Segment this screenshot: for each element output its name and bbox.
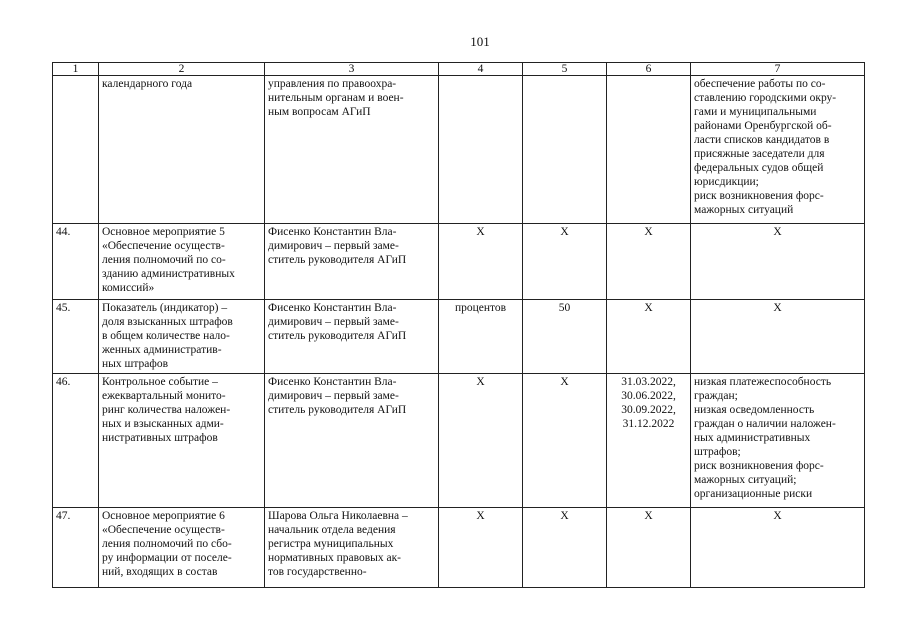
risk-cell: X [691,224,865,300]
date-cell: X [607,300,691,374]
value-cell: X [523,224,607,300]
value-cell [523,76,607,224]
event-name-cell: календарного года [99,76,265,224]
unit-cell: процентов [439,300,523,374]
value-cell: X [523,508,607,588]
date-cell [607,76,691,224]
data-table [52,62,865,588]
table-row [53,300,865,374]
responsible-cell: Шарова Ольга Николаевна – начальник отдела ведения регистра муниципальных нормативных правовых ак- тов государственно- [265,508,439,588]
table-row [53,224,865,300]
row-number: 46. [53,374,99,508]
column-header: 4 [439,63,523,76]
value-cell: 50 [523,300,607,374]
responsible-cell: Фисенко Константин Вла- димирович – первый заме- ститель руководителя АГиП [265,300,439,374]
date-cell: 31.03.2022, 30.06.2022, 30.09.2022, 31.12.2022 [607,374,691,508]
column-header: 6 [607,63,691,76]
row-number [53,76,99,224]
table-header-row [53,63,865,76]
row-number: 47. [53,508,99,588]
table-row [53,76,865,224]
risk-cell: X [691,300,865,374]
date-cell: X [607,508,691,588]
value-cell: X [523,374,607,508]
responsible-cell: управления по правоохра- нительным органам и воен- ным вопросам АГиП [265,76,439,224]
row-number: 45. [53,300,99,374]
risk-cell: X [691,508,865,588]
page-number: 101 [470,34,490,49]
column-header: 2 [99,63,265,76]
row-number: 44. [53,224,99,300]
table-row [53,508,865,588]
unit-cell [439,76,523,224]
event-name-cell: Контрольное событие – ежеквартальный монито- ринг количества наложен- ных и взысканных адми- нистративных штрафов [99,374,265,508]
event-name-cell: Показатель (индикатор) – доля взысканных штрафов в общем количестве нало- женных административ- ных штрафов [99,300,265,374]
date-cell: X [607,224,691,300]
risk-cell: обеспечение работы по со- ставлению городскими окру- гами и муниципальными районами Оренбургской об- ласти списков кандидатов в присяжные заседатели для федеральных судов общей юрисдикции; риск возникновения форс- мажорных ситуаций [691,76,865,224]
unit-cell: X [439,508,523,588]
event-name-cell: Основное мероприятие 5 «Обеспечение осуществ- ления полномочий по со- зданию административных комиссий» [99,224,265,300]
responsible-cell: Фисенко Константин Вла- димирович – первый заме- ститель руководителя АГиП [265,224,439,300]
table-row [53,374,865,508]
column-header: 5 [523,63,607,76]
column-header: 1 [53,63,99,76]
column-header: 7 [691,63,865,76]
unit-cell: X [439,374,523,508]
event-name-cell: Основное мероприятие 6 «Обеспечение осуществ- ления полномочий по сбо- ру информации от поселе- ний, входящих в состав [99,508,265,588]
responsible-cell: Фисенко Константин Вла- димирович – первый заме- ститель руководителя АГиП [265,374,439,508]
unit-cell: X [439,224,523,300]
risk-cell: низкая платежеспособность граждан; низкая осведомленность граждан о наличии наложен- ных административных штрафов; риск возникновения форс- мажорных ситуаций; организационные риски [691,374,865,508]
column-header: 3 [265,63,439,76]
